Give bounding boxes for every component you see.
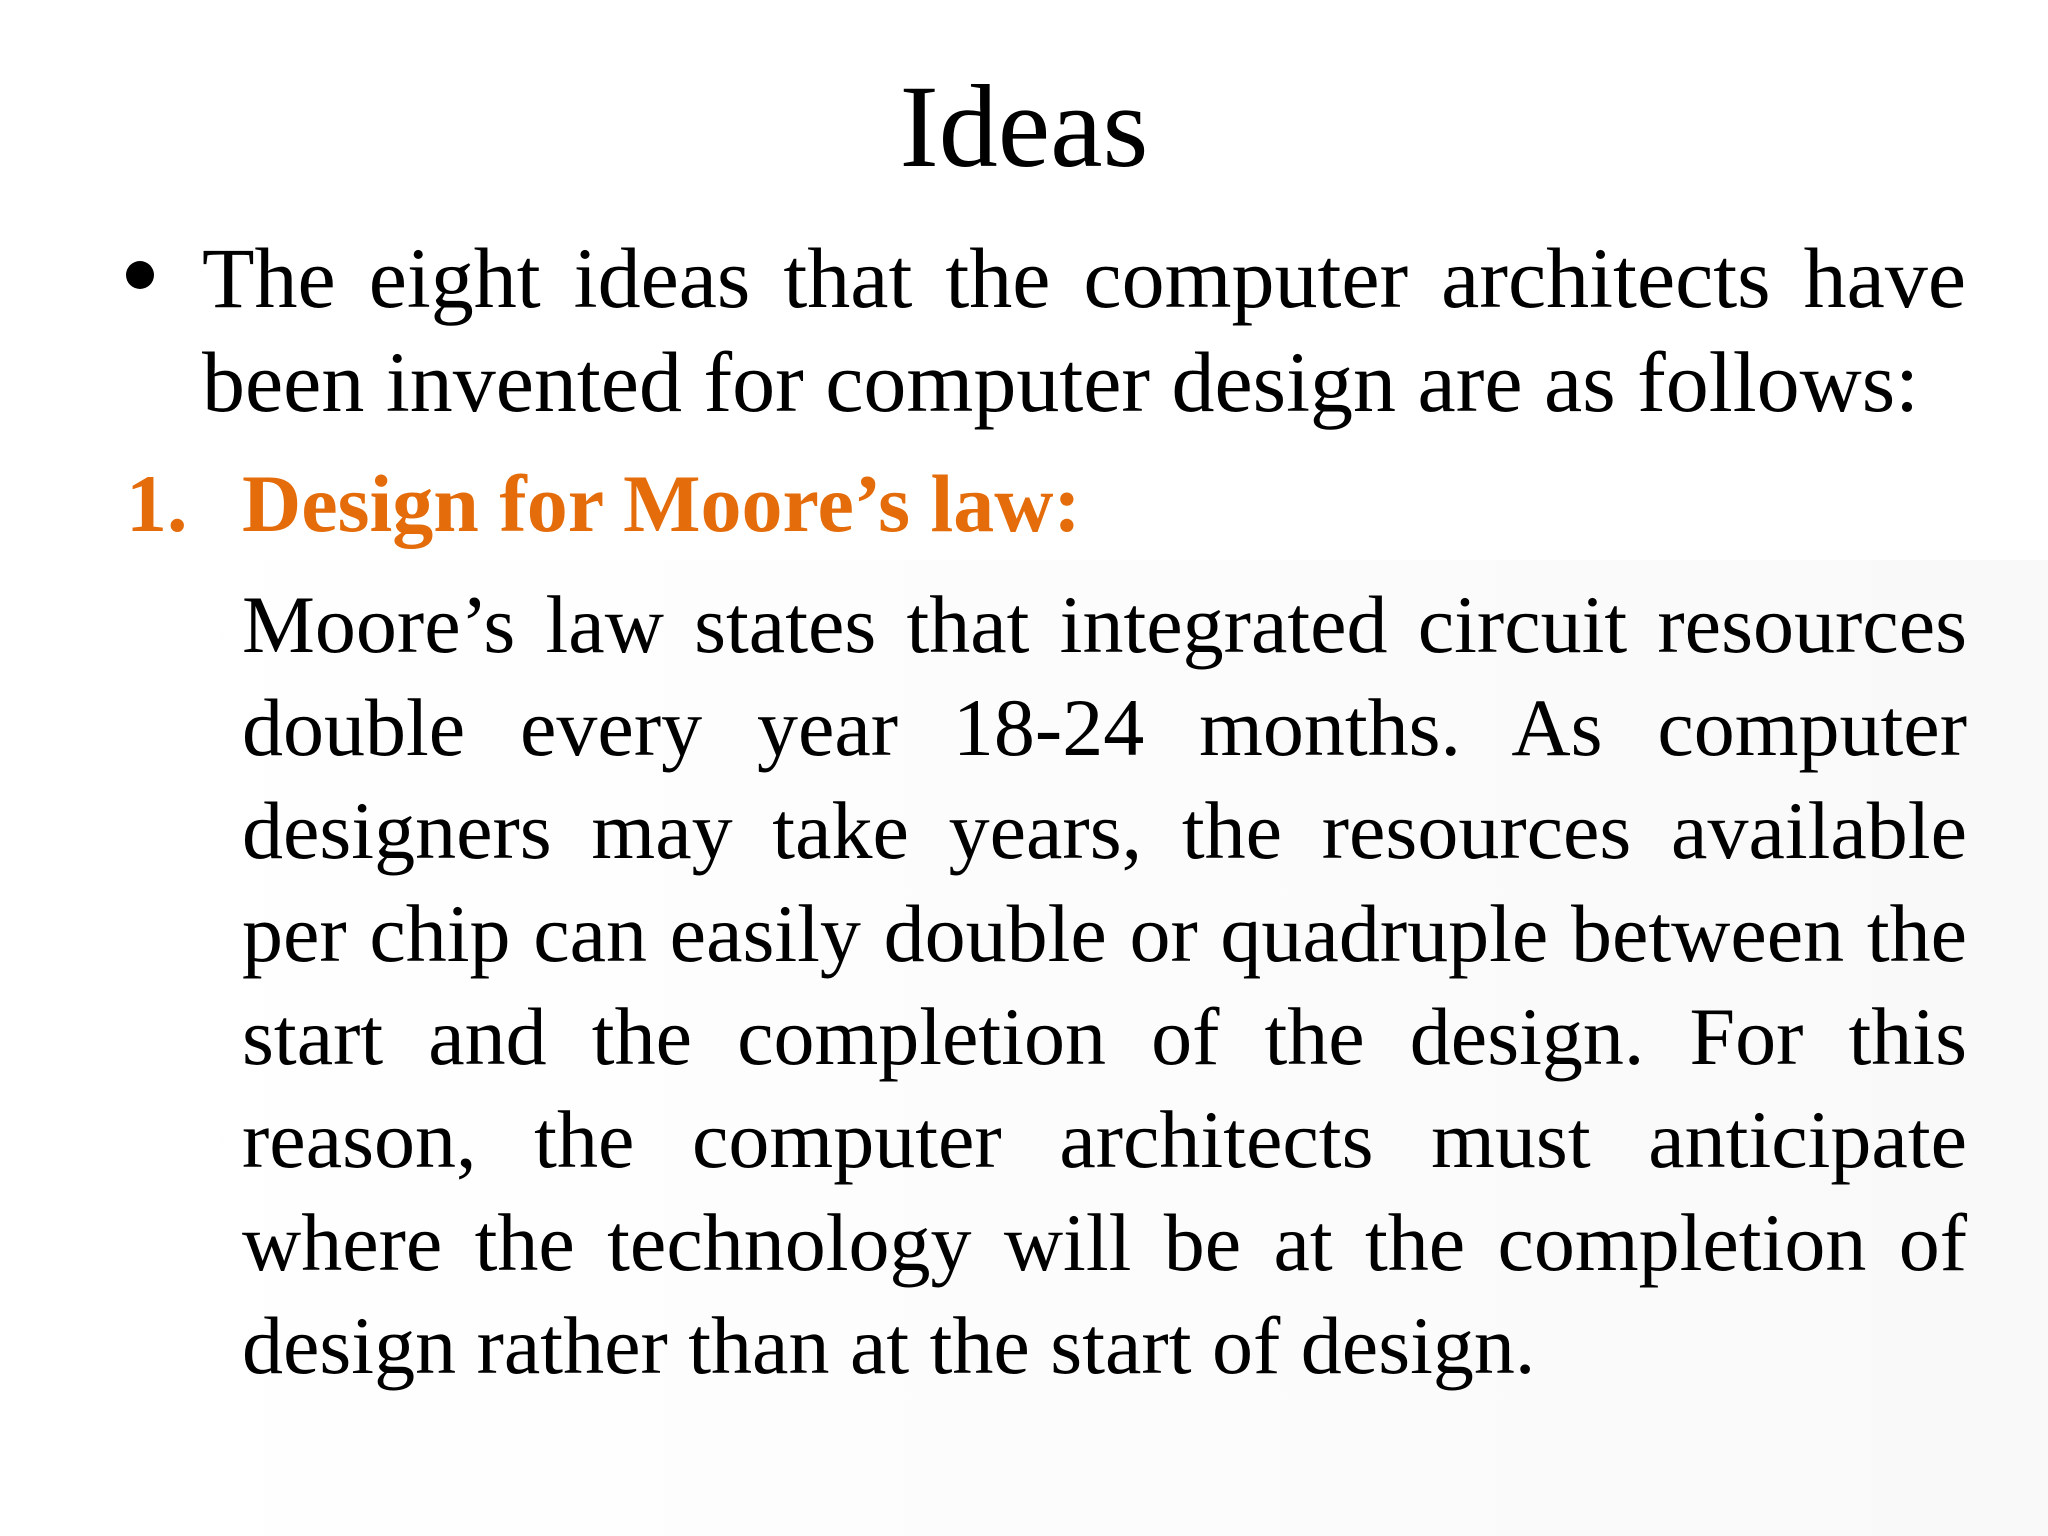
section-heading: Design for Moore’s law: (242, 458, 1081, 549)
section-number: 1. (126, 458, 188, 549)
section-body-text: Moore’s law states that integrated circuit resources double every year 18-24 months. As computer designers may take years, the resources available per chip can easily double or quadruple between the start and the completion of the design. For this reason, the computer architects must anticipate where the technology will be at the completion of design rather than at the start of design. (242, 579, 1967, 1391)
slide-title: Ideas (899, 61, 1149, 192)
bullet-dot-icon (126, 261, 154, 289)
intro-bullet-item (126, 226, 1966, 436)
intro-bullet-text: The eight ideas that the computer architects have been invented for computer design are as follows: (202, 230, 1966, 430)
